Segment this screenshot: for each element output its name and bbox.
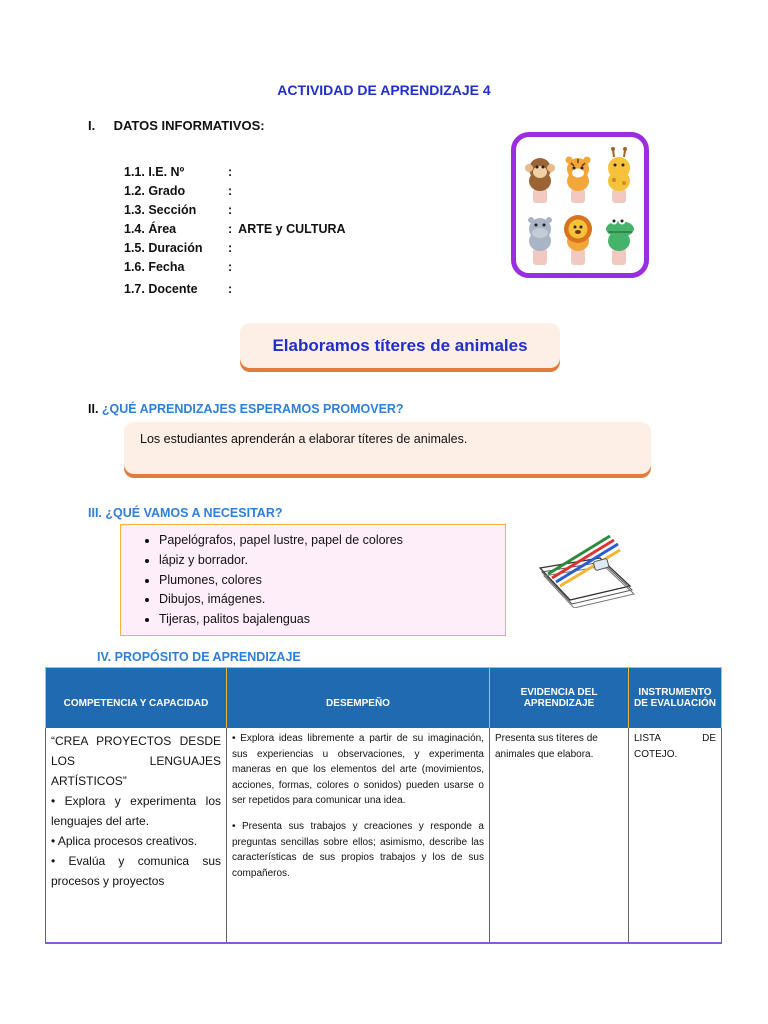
- competencia-item: • Explora y experimenta los lenguajes del arte.: [51, 794, 221, 828]
- materials-list-item: • Dibujos, imágenes.: [159, 590, 505, 610]
- notebook-pencils-illustration: [530, 528, 640, 608]
- data-colon: :: [228, 165, 233, 179]
- data-colon: :: [228, 203, 233, 217]
- data-label: 1.1. I.E. Nº: [124, 165, 185, 179]
- table-header-row: [46, 668, 722, 729]
- section-2-number: II.: [88, 402, 99, 416]
- section-4-heading: IV. PROPÓSITO DE APRENDIZAJE: [97, 650, 301, 664]
- tiger-puppet-icon: [566, 157, 591, 204]
- data-row-area: [124, 222, 346, 236]
- column-header-desempeno: DESEMPEÑO: [227, 668, 490, 729]
- materials-list-item: • Tijeras, palitos bajalenguas: [159, 610, 505, 630]
- learning-expectation-text: Los estudiantes aprenderán a elaborar títeres de animales.: [140, 432, 468, 446]
- cell-instrumento: LISTA DE COTEJO.: [629, 728, 722, 943]
- competencia-title: “CREA PROYECTOS DESDE LOS LENGUAJES ARTÍSTICOS”: [51, 734, 221, 788]
- materials-list-box: [120, 524, 506, 636]
- learning-expectation-box: [124, 422, 651, 474]
- competencia-item: • Aplica procesos creativos.: [51, 834, 198, 848]
- section-1-title: DATOS INFORMATIVOS:: [113, 118, 265, 133]
- data-label: 1.2. Grado: [124, 184, 186, 198]
- data-row-duracion: [124, 241, 238, 255]
- materials-list-item: • lápiz y borrador.: [159, 551, 505, 571]
- competencia-item: • Evalúa y comunica sus procesos y proyectos: [51, 854, 221, 888]
- section-2-heading: [88, 402, 404, 416]
- desempeno-item: • Presenta sus trabajos y creaciones y responde a preguntas sencillas sobre ellos; asimismo, describe las características de sus propios trabajos y los de sus compañeros.: [232, 820, 484, 879]
- lion-puppet-icon: [564, 215, 592, 265]
- data-colon: :: [228, 241, 233, 255]
- cell-evidencia: Presenta sus títeres de animales que elabora.: [490, 728, 629, 943]
- cell-competencia: [46, 728, 227, 943]
- data-label: 1.6. Fecha: [124, 260, 185, 274]
- section-3-title: ¿QUÉ VAMOS A NECESITAR?: [105, 506, 283, 520]
- column-header-competencia: COMPETENCIA Y CAPACIDAD: [46, 668, 227, 729]
- learning-purpose-table: [45, 667, 722, 944]
- materials-list-item: • Papelógrafos, papel lustre, papel de colores: [159, 531, 505, 551]
- page-title: ACTIVIDAD DE APRENDIZAJE 4: [277, 82, 491, 98]
- materials-list-item: • Plumones, colores: [159, 571, 505, 591]
- section-1-number: I.: [88, 118, 96, 133]
- hippo-puppet-icon: [528, 217, 552, 265]
- monkey-puppet-icon: [525, 158, 555, 203]
- data-colon: :: [228, 184, 233, 198]
- section-3-number: III.: [88, 506, 102, 520]
- section-2-title: ¿QUÉ APRENDIZAJES ESPERAMOS PROMOVER?: [101, 402, 404, 416]
- activity-banner: Elaboramos títeres de animales: [240, 323, 560, 368]
- cell-desempeno: [227, 728, 490, 943]
- column-header-instrumento: INSTRUMENTO DE EVALUACIÓN: [629, 668, 722, 729]
- materials-list: [135, 531, 505, 630]
- animal-puppets-illustration: [511, 132, 649, 278]
- data-value: ARTE y CULTURA: [238, 222, 346, 236]
- data-colon: :: [228, 282, 233, 296]
- data-label: 1.5. Duración: [124, 241, 203, 255]
- section-1-heading: [88, 118, 265, 133]
- column-header-evidencia: EVIDENCIA DEL APRENDIZAJE: [490, 668, 629, 729]
- data-row-fecha: [124, 260, 238, 274]
- data-colon: :: [228, 222, 233, 236]
- table-row: [46, 728, 722, 943]
- data-label: 1.4. Área: [124, 222, 177, 236]
- crocodile-puppet-icon: [606, 218, 634, 266]
- data-row-seccion: [124, 203, 238, 217]
- data-label: 1.3. Sección: [124, 203, 197, 217]
- desempeno-item: • Explora ideas libremente a partir de su imaginación, sus experiencias u observaciones, y experimenta maneras en que los elementos del arte (movimientos, acciones, formas, colores o sonidos) pueden usarse o ser repetidos para comunicar una idea.: [232, 733, 484, 807]
- data-colon: :: [228, 260, 233, 274]
- giraffe-puppet-icon: [608, 147, 630, 203]
- data-row-ie: [124, 165, 238, 179]
- section-3-heading: [88, 506, 282, 520]
- data-label: 1.7. Docente: [124, 282, 198, 296]
- data-row-grado: [124, 184, 238, 198]
- data-row-docente: [124, 282, 238, 296]
